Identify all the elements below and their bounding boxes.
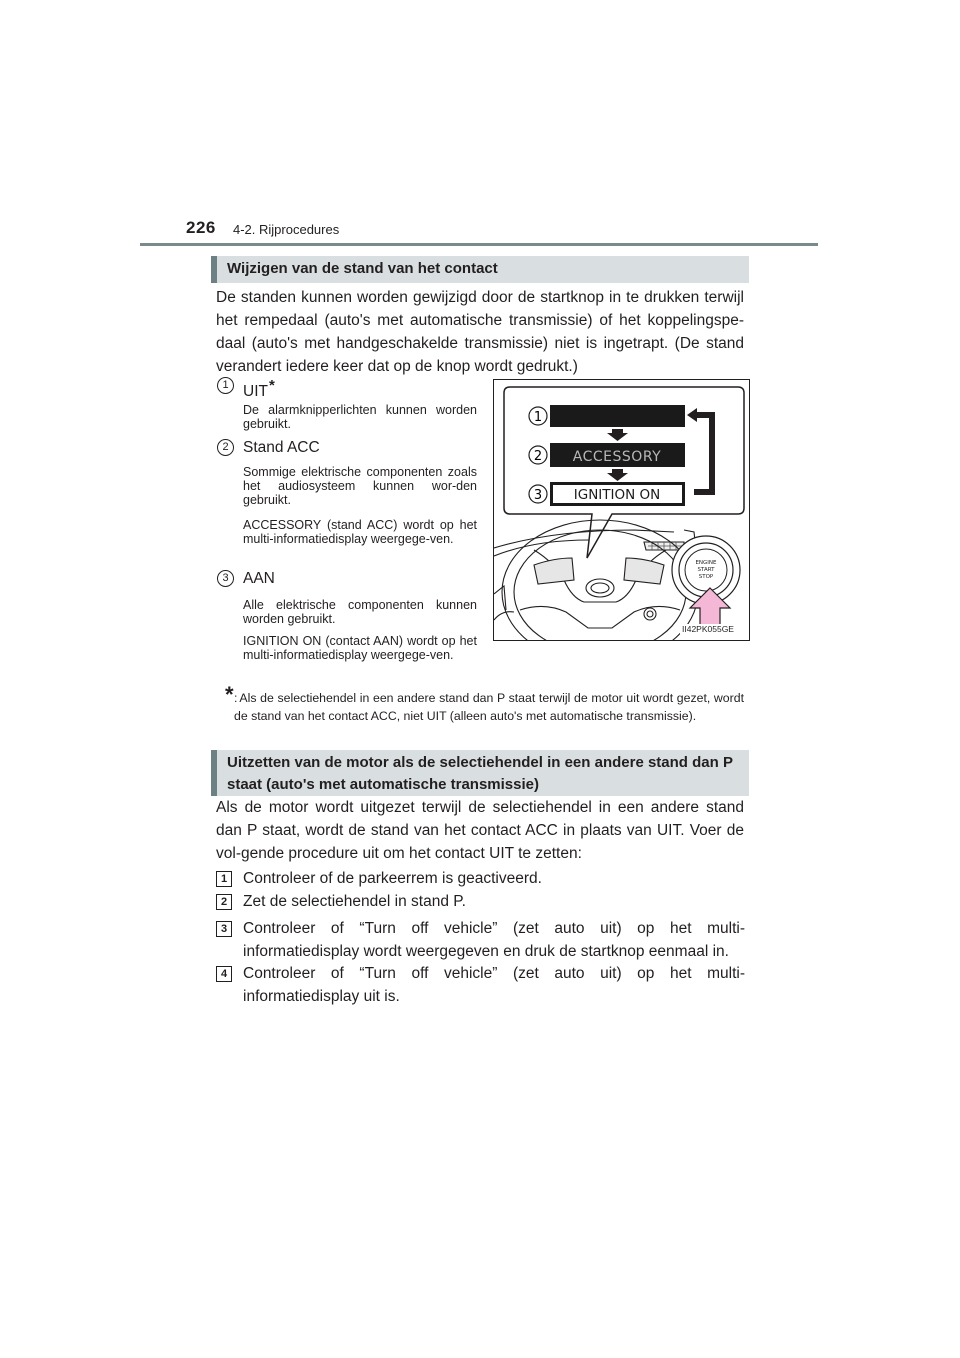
section-heading-ignition-mode: Wijzigen van de stand van het contact — [211, 256, 749, 283]
item-title-off-text: UIT — [243, 383, 268, 400]
footnote-text: Als de selectiehendel in een andere stand dan P staat terwijl de motor uit wordt gezet, wordt de stand van het contact ACC, niet UIT (alleen auto's met automatische transmissie). — [234, 691, 744, 723]
item-title-acc: Stand ACC — [243, 439, 320, 456]
button-line-start: START — [697, 567, 715, 573]
display-off — [550, 405, 685, 427]
footnote-star: * — [225, 682, 234, 707]
figure-label-2 — [529, 446, 547, 464]
ignition-figure — [493, 379, 750, 641]
ignition-illustration — [494, 380, 749, 640]
section-heading-engine-off-not-p: Uitzetten van de motor als de selectiehendel in een andere stand dan P staat (auto's met automatische transmissie) — [211, 750, 749, 796]
footnote: : Als de selectiehendel in een andere stand dan P staat terwijl de motor uit wordt gezet, wordt de stand van het contact ACC, niet UIT (alleen auto's met automatische transmissie). — [234, 691, 744, 723]
figure-label-1 — [529, 407, 547, 425]
running-head: 4-2. Rijprocedures — [233, 222, 340, 237]
step-number-2: 2 — [216, 894, 232, 910]
item-off-desc: De alarmknipperlichten kunnen worden gebruikt. — [243, 403, 477, 431]
step-2: Zet de selectiehendel in stand P. — [243, 893, 466, 910]
section2-intro: Als de motor wordt uitgezet terwijl de selectiehendel in een andere stand dan P staat, wordt de stand van het contact ACC in plaats van UIT. Voer de vol-gende procedure uit om het contact UIT te zetten: — [216, 799, 744, 862]
step-3: Controleer of “Turn off vehicle” (zet auto uit) op het multi-informatiedisplay wordt weergegeven en druk de startknop eenmaal in. — [243, 920, 745, 960]
section1-intro: De standen kunnen worden gewijzigd door de startknop in te drukken terwijl het rempedaal (auto's met automatische transmissie) of het koppelingspe-daal (auto's met handgeschakelde transmissie) niet is ingetrapt. (De stand verandert iedere keer dat op de knop wordt gedrukt.) — [216, 289, 744, 375]
item-title-off — [243, 377, 275, 401]
item-number-2: 2 — [217, 439, 234, 456]
item-on-desc-2: IGNITION ON (contact AAN) wordt op het multi-informatiedisplay weergege-ven. — [243, 634, 477, 662]
item-on-desc-1: Alle elektrische componenten kunnen worden gebruikt. — [243, 598, 477, 626]
item-title-on: AAN — [243, 570, 275, 587]
svg-text:1: 1 — [533, 410, 543, 425]
header-rule — [140, 243, 818, 246]
svg-text:3: 3 — [533, 488, 543, 503]
footnote-star-marker: * — [268, 377, 275, 394]
figure-code: II42PK055GE — [682, 624, 734, 634]
step-number-1: 1 — [216, 871, 232, 887]
item-number-3: 3 — [217, 570, 234, 587]
svg-text:2: 2 — [533, 449, 543, 464]
figure-label-3 — [529, 485, 547, 503]
item-acc-desc-2: ACCESSORY (stand ACC) wordt op het multi-informatiedisplay weergege-ven. — [243, 518, 477, 546]
item-number-1: 1 — [217, 377, 234, 394]
step-number-4: 4 — [216, 966, 232, 982]
display-accessory-text: ACCESSORY — [572, 449, 662, 465]
button-line-stop: STOP — [698, 574, 714, 580]
page-number: 226 — [186, 218, 216, 237]
button-line-engine: ENGINE — [695, 560, 717, 566]
step-4: Controleer of “Turn off vehicle” (zet auto uit) op het multi-informatiedisplay uit is. — [243, 965, 745, 1005]
display-ignition-on-text: IGNITION ON — [573, 487, 661, 503]
step-1: Controleer of de parkeerrem is geactiveerd. — [243, 870, 542, 887]
item-acc-desc-1: Sommige elektrische componenten zoals het audiosysteem kunnen wor-den gebruikt. — [243, 465, 477, 507]
step-number-3: 3 — [216, 921, 232, 937]
